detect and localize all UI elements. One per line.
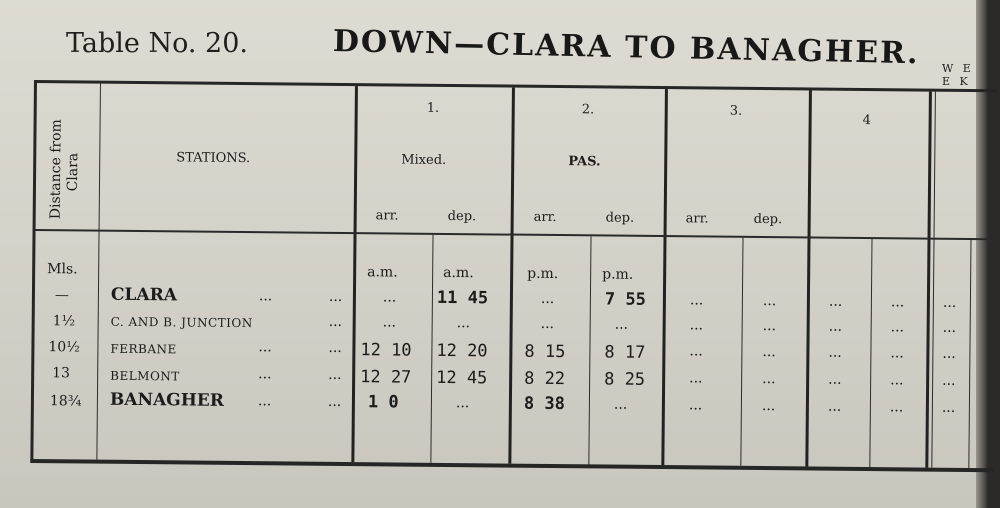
cell-leader: ... xyxy=(762,318,777,335)
row-miles: 13 xyxy=(52,365,71,382)
col-divider xyxy=(96,84,101,460)
cell-t1-dep: ... xyxy=(456,315,471,332)
row-leader: ... xyxy=(257,393,272,410)
row-station: BANAGHER xyxy=(109,389,224,411)
col-divider xyxy=(508,88,515,464)
cell-t2-dep: ... xyxy=(613,396,628,413)
col-divider xyxy=(805,90,812,466)
distance-header: Distance from Clara xyxy=(47,119,82,220)
cell-t1-dep: 11 45 xyxy=(436,287,489,309)
cell-leader: ... xyxy=(828,371,842,388)
cell-t2-arr: ... xyxy=(540,290,555,308)
cell-t1-dep: 12 20 xyxy=(436,340,488,362)
cell-t1-dep: 12 45 xyxy=(436,367,488,389)
train2-number: 2. xyxy=(581,102,595,118)
row-leader: ... xyxy=(327,393,342,410)
cell-t2-arr: 8 38 xyxy=(523,393,565,415)
cell-leader: ... xyxy=(942,372,956,389)
cell-t2-dep: 7 55 xyxy=(604,289,646,310)
cell-t2-dep: 8 17 xyxy=(604,342,646,363)
train1-number: 1. xyxy=(426,100,440,116)
cell-t1-arr: ... xyxy=(382,314,397,331)
table-title: DOWN—CLARA TO BANAGHER. xyxy=(332,24,920,72)
cell-leader: ... xyxy=(890,294,905,311)
unit-t2-arr: p.m. xyxy=(527,265,559,283)
train2-dep-label: dep. xyxy=(605,210,635,226)
row-leader: ... xyxy=(328,366,342,383)
row-station: C. AND B. JUNCTION xyxy=(110,314,253,331)
row-leader: ... xyxy=(328,313,343,330)
row-miles: 1½ xyxy=(52,313,76,330)
col-divider xyxy=(351,86,358,462)
cell-leader: ... xyxy=(762,293,777,310)
cell-leader: ... xyxy=(828,344,842,361)
cell-leader: ... xyxy=(828,318,843,335)
row-leader: ... xyxy=(258,366,272,383)
row-miles: — xyxy=(54,287,70,304)
cell-t1-dep: ... xyxy=(455,395,470,412)
cell-leader: ... xyxy=(689,370,703,387)
row-station: FERBANE xyxy=(110,341,177,357)
row-station: BELMONT xyxy=(110,368,180,384)
cell-t1-arr: ... xyxy=(382,289,397,306)
train2-kind: PAS. xyxy=(568,154,601,170)
row-station: CLARA xyxy=(110,284,178,306)
cell-t1-arr: 12 27 xyxy=(360,367,412,388)
cell-leader: ... xyxy=(889,399,904,416)
stations-header: STATIONS. xyxy=(176,150,251,167)
row-leader: ... xyxy=(328,339,342,356)
timetable-table xyxy=(30,80,997,472)
cell-t2-arr: ... xyxy=(540,315,555,333)
row-leader: ... xyxy=(328,288,343,305)
col-divider xyxy=(740,238,743,466)
cell-leader: ... xyxy=(942,345,956,362)
cell-leader: ... xyxy=(762,344,776,361)
unit-t1-arr: a.m. xyxy=(367,264,398,281)
cell-leader: ... xyxy=(762,371,776,388)
train1-arr-label: arr. xyxy=(375,208,399,224)
train4-number: 4 xyxy=(862,112,872,129)
cell-leader: ... xyxy=(890,372,904,389)
cell-leader: ... xyxy=(942,294,957,311)
cell-leader: ... xyxy=(689,317,704,334)
cell-t1-arr: 12 10 xyxy=(360,340,412,361)
cell-t1-arr: 1 0 xyxy=(367,392,399,413)
unit-t2-dep: p.m. xyxy=(602,266,634,283)
cell-leader: ... xyxy=(689,292,704,309)
cell-leader: ... xyxy=(941,399,956,416)
col-divider xyxy=(869,239,872,467)
cell-t2-arr: 8 15 xyxy=(524,341,566,363)
train3-number: 3. xyxy=(729,103,743,119)
col-divider xyxy=(430,235,433,463)
row-leader: ... xyxy=(258,288,273,305)
row-miles: 18¾ xyxy=(49,393,82,410)
cell-leader: ... xyxy=(688,397,703,414)
cell-leader: ... xyxy=(828,293,843,310)
header-rule xyxy=(36,229,996,240)
cell-t2-dep: ... xyxy=(614,316,629,333)
col-divider xyxy=(931,92,936,468)
miles-unit: Mls. xyxy=(47,261,78,278)
col-divider xyxy=(588,236,591,464)
train3-arr-label: arr. xyxy=(685,211,709,227)
col-divider xyxy=(968,240,971,468)
cell-leader: ... xyxy=(890,345,904,362)
cell-t2-dep: 8 25 xyxy=(604,369,646,390)
cell-leader: ... xyxy=(942,319,957,336)
train3-dep-label: dep. xyxy=(753,211,783,228)
train2-arr-label: arr. xyxy=(533,209,557,226)
cell-leader: ... xyxy=(827,398,842,415)
row-miles: 10½ xyxy=(48,339,80,356)
unit-t1-dep: a.m. xyxy=(443,264,474,282)
train1-kind: Mixed. xyxy=(401,152,447,168)
cell-t2-arr: 8 22 xyxy=(524,368,566,390)
cell-leader: ... xyxy=(689,343,703,360)
row-leader: ... xyxy=(258,339,272,356)
train1-dep-label: dep. xyxy=(447,208,477,225)
table-number: Table No. 20. xyxy=(66,28,248,59)
col-divider xyxy=(661,89,668,465)
corner-label: W E E K xyxy=(942,62,974,88)
cell-leader: ... xyxy=(890,319,905,336)
cell-leader: ... xyxy=(761,398,776,415)
